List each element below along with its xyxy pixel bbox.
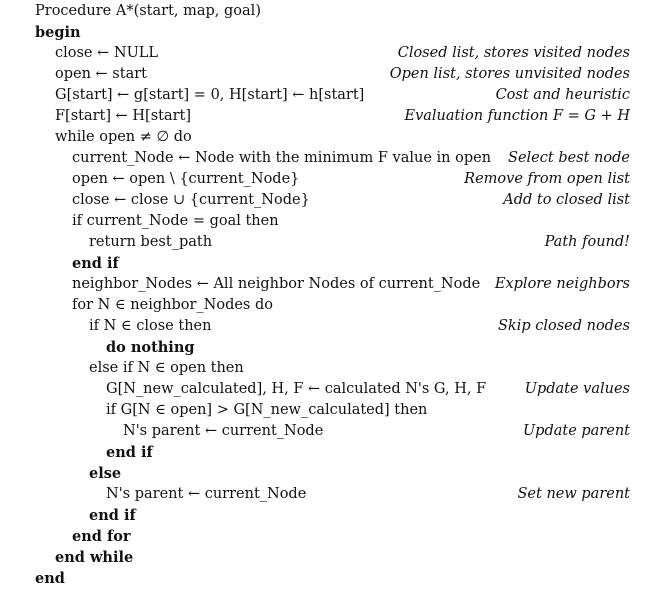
algorithm-line	[0, 505, 655, 526]
algorithm-line	[0, 190, 655, 211]
algorithm-line	[0, 253, 655, 274]
algorithm-line	[0, 295, 655, 316]
algorithm-line	[0, 211, 655, 232]
algorithm-line	[0, 22, 655, 43]
comment-text: Update parent	[522, 423, 630, 439]
algorithm-line	[0, 421, 655, 442]
code-text: for N ∈ neighbor_Nodes do	[72, 297, 273, 313]
code-text: while open ≠ ∅ do	[55, 129, 192, 145]
code-text: if N ∈ close then	[89, 318, 212, 334]
algorithm-line	[0, 232, 655, 253]
code-text: N's parent ← current_Node	[106, 486, 307, 502]
comment-text: Path found!	[544, 234, 630, 250]
code-text: return best_path	[89, 234, 213, 250]
code-text: if current_Node = goal then	[72, 213, 279, 229]
comment-text: Set new parent	[517, 486, 630, 502]
comment-text: Add to closed list	[503, 192, 630, 208]
comment-text: Explore neighbors	[494, 276, 630, 292]
code-text: else if N ∈ open then	[89, 360, 244, 376]
code-text: if G[N ∈ open] > G[N_new_calculated] then	[106, 402, 428, 418]
code-text: end	[35, 570, 65, 587]
code-text: end if	[106, 444, 153, 461]
algorithm-line	[0, 1, 655, 22]
algorithm-line	[0, 64, 655, 85]
code-text: else	[89, 465, 122, 482]
algorithm-line	[0, 337, 655, 358]
algorithm-line	[0, 169, 655, 190]
comment-text: Select best node	[508, 150, 630, 166]
algorithm-line	[0, 547, 655, 568]
algorithm-line	[0, 358, 655, 379]
comment-text: Evaluation function F = G + H	[404, 108, 630, 124]
comment-text: Skip closed nodes	[497, 318, 630, 334]
code-text: open ← start	[55, 66, 147, 82]
code-text: end for	[72, 528, 131, 545]
algorithm-line	[0, 85, 655, 106]
code-text: close ← close ∪ {current_Node}	[72, 192, 310, 208]
code-text: G[N_new_calculated], H, F ← calculated N's G, H, F	[106, 381, 487, 397]
algorithm-line	[0, 400, 655, 421]
code-text: open ← open \ {current_Node}	[72, 171, 300, 187]
code-text: neighbor_Nodes ← All neighbor Nodes of current_Node	[72, 276, 481, 292]
algorithm-line	[0, 568, 655, 589]
code-text: N's parent ← current_Node	[123, 423, 324, 439]
comment-text: Remove from open list	[464, 171, 630, 187]
algorithm-line	[0, 106, 655, 127]
code-text: end while	[55, 549, 134, 566]
algorithm-line	[0, 148, 655, 169]
code-text: F[start] ← H[start]	[55, 108, 192, 124]
algorithm-line	[0, 484, 655, 505]
algorithm-line	[0, 442, 655, 463]
comment-text: Cost and heuristic	[495, 87, 630, 103]
comment-text: Open list, stores unvisited nodes	[389, 66, 630, 82]
algorithm-line	[0, 526, 655, 547]
code-text: G[start] ← g[start] = 0, H[start] ← h[start]	[55, 87, 365, 103]
code-text: begin	[35, 24, 81, 41]
algorithm-line	[0, 463, 655, 484]
code-text: current_Node ← Node with the minimum F value in open	[72, 150, 492, 166]
code-text: end if	[72, 255, 119, 272]
algorithm-line	[0, 316, 655, 337]
code-text: Procedure A*(start, map, goal)	[35, 3, 261, 19]
comment-text: Closed list, stores visited nodes	[397, 45, 630, 61]
code-text: end if	[89, 507, 136, 524]
algorithm-line	[0, 127, 655, 148]
comment-text: Update values	[524, 381, 630, 397]
algorithm-line	[0, 379, 655, 400]
code-text: close ← NULL	[55, 45, 159, 61]
algorithm-line	[0, 274, 655, 295]
code-text: do nothing	[106, 339, 195, 356]
algorithm-line	[0, 43, 655, 64]
